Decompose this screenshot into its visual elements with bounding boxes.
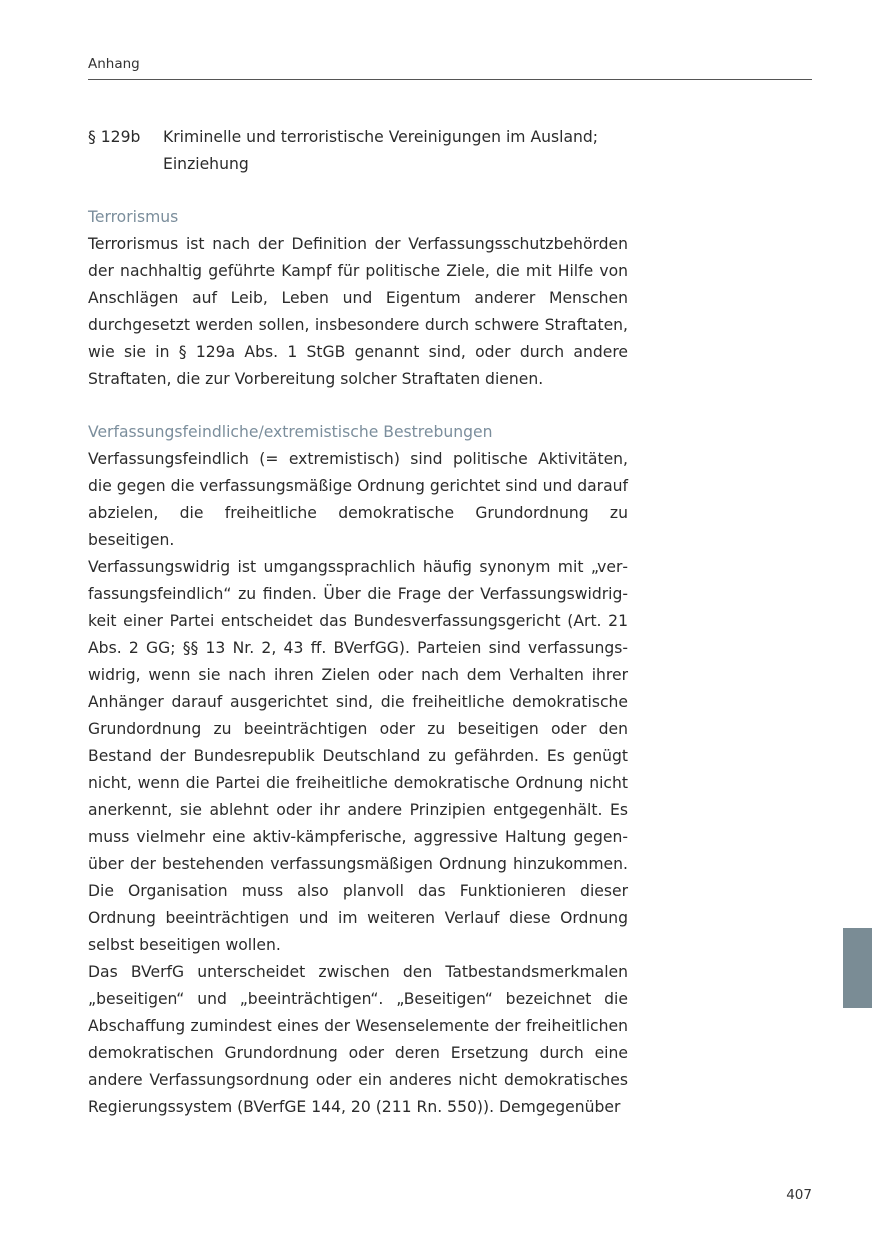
section-title-line: Kriminelle und terroristische Vereinigungen im Ausland; xyxy=(163,128,599,146)
subheading-terrorismus: Terrorismus xyxy=(88,208,179,226)
section-title xyxy=(163,124,628,178)
paragraph: Terrorismus ist nach der Definition der Verfassungsschutzbehörden der nachhaltig geführte Kampf für politische Ziele, die mit Hilfe von Anschlägen auf Leib, Leben und Eigentum anderer Menschen durchgesetzt werden sollen, insbesondere durch schwere Straftaten, wie sie in § 129a Abs. 1 StGB genannt sind, oder durch andere Straftaten, die zur Vorbereitung solcher Straftaten dienen. xyxy=(88,235,628,388)
page-number: 407 xyxy=(786,1187,812,1203)
paragraph: Verfassungsfeindlich (= extremistisch) sind politische Aktivitäten, die gegen die verfassungsmäßige Ordnung gerichtet sind und darauf abzielen, die freiheitliche demokratische Grundordnung zu beseitigen. xyxy=(88,450,628,549)
running-head: Anhang xyxy=(88,56,140,72)
paragraph: Das BVerfG unterscheidet zwischen den Tatbestandsmerkmalen „beseitigen“ und „beeinträchtigen“. „Beseitigen“ bezeichnet die Abschaffung zumindest eines der Wesenselemente der freiheitlichen demokratischen Grundordnung oder deren Ersetzung durch eine andere Verfassungsordnung oder ein anderes nicht demokratisches Regierungssystem (BVerfGE 144, 20 (211 Rn. 550)). Demgegenüber xyxy=(88,963,628,1116)
section-number: § 129b xyxy=(88,128,141,146)
subheading-verfassungsfeindlich: Verfassungsfeindliche/extremistische Bestrebungen xyxy=(88,423,493,441)
header-rule xyxy=(88,79,812,80)
page-content xyxy=(88,124,628,1121)
section-heading xyxy=(88,124,628,178)
section-title-line: Einziehung xyxy=(163,155,249,173)
chapter-tab-marker xyxy=(843,928,872,1008)
paragraph: Verfassungswidrig ist umgangssprachlich häufig synonym mit „verfassungsfeindlich“ zu finden. Über die Frage der Verfassungswidrigkeit einer Partei entscheidet das Bundesverfassungsgericht (Art. 21 Abs. 2 GG; §§ 13 Nr. 2, 43 ff. BVerfGG). Parteien sind verfassungswidrig, wenn sie nach ihren Zielen oder nach dem Verhalten ihrer Anhänger darauf ausgerichtet sind, die freiheitliche demokratische Grundordnung zu beeinträchtigen oder zu beseitigen oder den Bestand der Bundesrepublik Deutschland zu gefährden. Es genügt nicht, wenn die Partei die freiheitliche demokratische Ordnung nicht anerkennt, sie ablehnt oder ihr andere Prinzipien entgegenhält. Es muss vielmehr eine aktiv-kämpferische, aggressive Haltung gegenüber der bestehenden verfassungsmäßigen Ordnung hinzukommen. Die Organisation muss also planvoll das Funktionieren dieser Ordnung beeinträchtigen und im weiteren Verlauf diese Ordnung selbst beseitigen wollen. xyxy=(88,558,628,954)
